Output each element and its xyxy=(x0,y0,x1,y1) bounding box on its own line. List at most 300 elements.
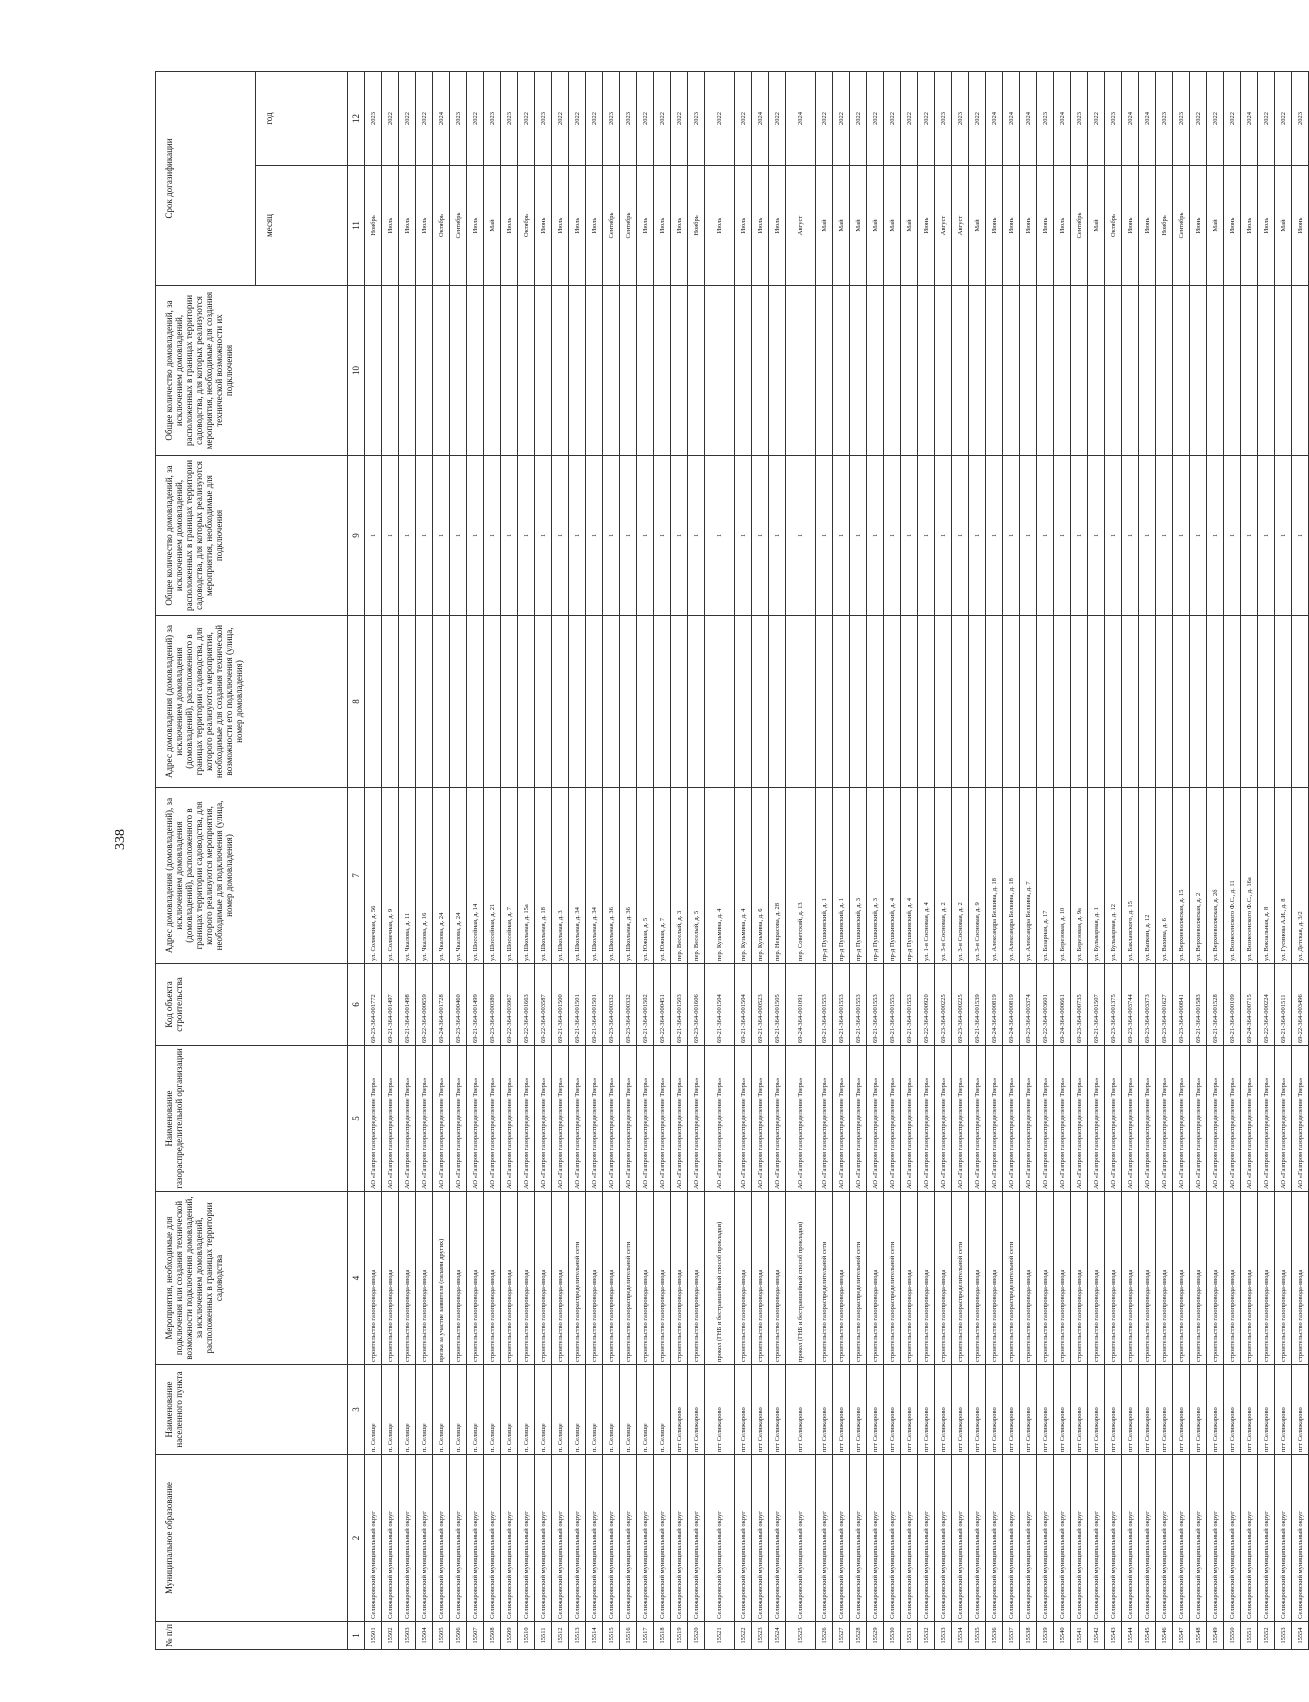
cell-deadline-month: Июль xyxy=(416,166,433,286)
cell-count-technical xyxy=(918,286,935,456)
cell-settlement: пгт Селижарово xyxy=(918,1365,935,1455)
cell-count-connection: 1 xyxy=(637,456,654,616)
cell-settlement: п. Селище xyxy=(535,1365,552,1455)
cell-address-technical xyxy=(969,616,986,788)
cell-address-connection: ул. Школьная, д. 34 xyxy=(569,788,586,964)
cell-address-technical xyxy=(1258,616,1275,788)
cell-address-connection: ул. Шоссейная, д. 14 xyxy=(467,788,484,964)
header-organization: Наименование газораспределительной организации xyxy=(156,1046,348,1192)
cell-object-code: 69-22-364-000451 xyxy=(654,964,671,1046)
cell-count-technical xyxy=(952,286,969,456)
cell-deadline-month: Июнь xyxy=(535,166,552,286)
cell-municipality: Селижаровский муниципальный округ xyxy=(969,1455,986,1622)
col-number: 10 xyxy=(348,286,365,456)
cell-address-connection: ул. Чкалова, д. 24 xyxy=(450,788,467,964)
cell-organization: АО «Газпром газораспределение Тверь» xyxy=(1003,1046,1020,1192)
cell-object-code: 69-22-364-000659 xyxy=(416,964,433,1046)
cell-count-technical xyxy=(603,286,620,456)
cell-object-code: 69-21-364-001553 xyxy=(833,964,850,1046)
cell-object-code: 69-24-364-000819 xyxy=(1003,964,1020,1046)
cell-count-connection: 1 xyxy=(935,456,952,616)
cell-address-connection: ул. Вознесенского Ф.С., д. 11 xyxy=(1224,788,1241,964)
cell-municipality: Селижаровский муниципальный округ xyxy=(816,1455,833,1622)
cell-count-technical xyxy=(1275,286,1292,456)
cell-object-code: 69-21-364-001539 xyxy=(969,964,986,1046)
cell-municipality: Селижаровский муниципальный округ xyxy=(654,1455,671,1622)
cell-row-number: 15510 xyxy=(518,1622,535,1650)
cell-object-code: 69-22-364-000920 xyxy=(918,964,935,1046)
cell-deadline-year: 2022 xyxy=(1224,72,1241,166)
cell-count-technical xyxy=(433,286,450,456)
cell-count-connection: 1 xyxy=(1258,456,1275,616)
cell-deadline-month: Май xyxy=(1275,166,1292,286)
cell-measure: строительство газопровода-ввода xyxy=(1156,1192,1173,1365)
cell-organization: АО «Газпром газораспределение Тверь» xyxy=(816,1046,833,1192)
cell-count-technical xyxy=(569,286,586,456)
cell-measure: строительство газопровода-ввода xyxy=(1037,1192,1054,1365)
cell-municipality: Селижаровский муниципальный округ xyxy=(365,1455,382,1622)
cell-municipality: Селижаровский муниципальный округ xyxy=(833,1455,850,1622)
cell-organization: АО «Газпром газораспределение Тверь» xyxy=(586,1046,603,1192)
cell-object-code: 69-21-364-001501 xyxy=(569,964,586,1046)
cell-settlement: пгт Селижарово xyxy=(1122,1365,1139,1455)
cell-address-technical xyxy=(450,616,467,788)
cell-settlement: п. Селище xyxy=(552,1365,569,1455)
header-address-connection: Адрес домовладения (домовладений), за исключением домовладения (домовладений), расположенного в границах территории садоводства, для которого реализуются мероприятия, необходимые для подключения (улица, номер домовладения) xyxy=(156,788,348,964)
cell-row-number: 15537 xyxy=(1003,1622,1020,1650)
cell-count-connection: 1 xyxy=(399,456,416,616)
cell-address-technical xyxy=(535,616,552,788)
cell-deadline-year: 2023 xyxy=(365,72,382,166)
cell-row-number: 15518 xyxy=(654,1622,671,1650)
cell-row-number: 15523 xyxy=(752,1622,769,1650)
cell-organization: АО «Газпром газораспределение Тверь» xyxy=(671,1046,688,1192)
cell-count-connection: 1 xyxy=(735,456,752,616)
cell-object-code: 69-21-364-001507 xyxy=(1088,964,1105,1046)
cell-deadline-month: Июль xyxy=(769,166,786,286)
cell-measure: строительство газопровода-ввода xyxy=(1020,1192,1037,1365)
cell-organization: АО «Газпром газораспределение Тверь» xyxy=(1258,1046,1275,1192)
cell-deadline-month: Июль xyxy=(1054,166,1071,286)
cell-count-connection: 1 xyxy=(833,456,850,616)
cell-object-code: 69-23-364-003744 xyxy=(1122,964,1139,1046)
table-row xyxy=(735,72,752,1650)
cell-measure: строительство газопровода-ввода xyxy=(484,1192,501,1365)
cell-row-number: 15512 xyxy=(552,1622,569,1650)
cell-count-connection: 1 xyxy=(918,456,935,616)
cell-measure: строительство газопровода-ввода xyxy=(752,1192,769,1365)
cell-address-technical xyxy=(1122,616,1139,788)
cell-deadline-year: 2022 xyxy=(918,72,935,166)
cell-organization: АО «Газпром газораспределение Тверь» xyxy=(1054,1046,1071,1192)
cell-municipality: Селижаровский муниципальный округ xyxy=(1037,1455,1054,1622)
cell-address-technical xyxy=(816,616,833,788)
cell-deadline-year: 2022 xyxy=(705,72,735,166)
cell-address-technical xyxy=(1173,616,1190,788)
cell-count-technical xyxy=(986,286,1003,456)
cell-deadline-year: 2022 xyxy=(901,72,918,166)
cell-municipality: Селижаровский муниципальный округ xyxy=(671,1455,688,1622)
cell-count-connection: 1 xyxy=(769,456,786,616)
cell-address-connection: ул. Александра Белкина, д. 18 xyxy=(1003,788,1020,964)
table-row xyxy=(850,72,867,1650)
col-number: 8 xyxy=(348,616,365,788)
cell-organization: АО «Газпром газораспределение Тверь» xyxy=(637,1046,654,1192)
cell-organization: АО «Газпром газораспределение Тверь» xyxy=(518,1046,535,1192)
cell-municipality: Селижаровский муниципальный округ xyxy=(1054,1455,1071,1622)
table-row xyxy=(1156,72,1173,1650)
cell-row-number: 15502 xyxy=(382,1622,399,1650)
table-row xyxy=(688,72,705,1650)
cell-count-technical xyxy=(850,286,867,456)
cell-deadline-year: 2023 xyxy=(688,72,705,166)
cell-municipality: Селижаровский муниципальный округ xyxy=(1173,1455,1190,1622)
cell-count-technical xyxy=(1156,286,1173,456)
cell-deadline-month: Май xyxy=(969,166,986,286)
cell-address-connection: ул. Вахина, д. 6 xyxy=(1156,788,1173,964)
cell-deadline-month: Июнь xyxy=(1122,166,1139,286)
table-row xyxy=(433,72,450,1650)
cell-settlement: п. Селище xyxy=(365,1365,382,1455)
cell-deadline-year: 2024 xyxy=(986,72,1003,166)
cell-count-connection: 1 xyxy=(654,456,671,616)
cell-settlement: пгт Селижарово xyxy=(1037,1365,1054,1455)
cell-measure: строительство газопровода-ввода xyxy=(986,1192,1003,1365)
cell-settlement: пгт Селижарово xyxy=(1224,1365,1241,1455)
cell-count-connection: 1 xyxy=(867,456,884,616)
cell-address-technical xyxy=(1207,616,1224,788)
cell-deadline-month: Июль xyxy=(671,166,688,286)
cell-row-number: 15550 xyxy=(1224,1622,1241,1650)
cell-row-number: 15511 xyxy=(535,1622,552,1650)
cell-municipality: Селижаровский муниципальный округ xyxy=(433,1455,450,1622)
cell-deadline-month: Октябрь xyxy=(518,166,535,286)
cell-address-connection: пр-д Пушкинский, д. 3 xyxy=(850,788,867,964)
cell-object-code: 69-21-364-000523 xyxy=(752,964,769,1046)
cell-address-technical xyxy=(416,616,433,788)
cell-count-technical xyxy=(735,286,752,456)
cell-municipality: Селижаровский муниципальный округ xyxy=(935,1455,952,1622)
cell-object-code: 69-23-364-000332 xyxy=(603,964,620,1046)
cell-row-number: 15538 xyxy=(1020,1622,1037,1650)
cell-row-number: 15530 xyxy=(884,1622,901,1650)
table-row xyxy=(969,72,986,1650)
cell-settlement: пгт Селижарово xyxy=(1054,1365,1071,1455)
cell-address-technical xyxy=(484,616,501,788)
cell-measure: строительство газопровода-ввода xyxy=(769,1192,786,1365)
cell-measure: строительство газораспределительной сети xyxy=(1003,1192,1020,1365)
cell-object-code: 69-23-364-001606 xyxy=(688,964,705,1046)
cell-measure: строительство газопровода-ввода xyxy=(637,1192,654,1365)
cell-object-code: 69-21-364-001528 xyxy=(1207,964,1224,1046)
cell-address-connection: пер. Кузьмина, д. 6 xyxy=(752,788,769,964)
cell-address-connection: ул. Верхневолжская, д. 2 xyxy=(1190,788,1207,964)
cell-deadline-year: 2023 xyxy=(1071,72,1088,166)
cell-organization: АО «Газпром газораспределение Тверь» xyxy=(399,1046,416,1192)
cell-object-code: 69-22-364-001663 xyxy=(518,964,535,1046)
header-year: год xyxy=(256,72,348,166)
cell-count-connection: 1 xyxy=(850,456,867,616)
cell-count-technical xyxy=(1105,286,1122,456)
cell-object-code: 69-24-364-001091 xyxy=(786,964,816,1046)
cell-deadline-month: Май xyxy=(867,166,884,286)
cell-object-code: 69-24-364-001728 xyxy=(433,964,450,1046)
cell-measure: строительство газопровода-ввода xyxy=(867,1192,884,1365)
cell-deadline-month: Август xyxy=(786,166,816,286)
cell-municipality: Селижаровский муниципальный округ xyxy=(1190,1455,1207,1622)
cell-row-number: 15517 xyxy=(637,1622,654,1650)
cell-municipality: Селижаровский муниципальный округ xyxy=(786,1455,816,1622)
table-row xyxy=(365,72,382,1650)
cell-measure: строительство газопровода-ввода xyxy=(1071,1192,1088,1365)
cell-settlement: пгт Селижарово xyxy=(671,1365,688,1455)
cell-address-technical xyxy=(884,616,901,788)
table-row xyxy=(1139,72,1156,1650)
cell-object-code: 69-21-364-001553 xyxy=(816,964,833,1046)
cell-deadline-month: Июнь xyxy=(986,166,1003,286)
cell-deadline-year: 2023 xyxy=(484,72,501,166)
cell-deadline-year: 2022 xyxy=(850,72,867,166)
cell-row-number: 15527 xyxy=(833,1622,850,1650)
cell-measure: строительство газораспределительной сети xyxy=(850,1192,867,1365)
cell-count-technical xyxy=(399,286,416,456)
column-number-row xyxy=(348,72,365,1650)
cell-measure: строительство газопровода-ввода xyxy=(1292,1192,1309,1365)
cell-settlement: пгт Селижарово xyxy=(1190,1365,1207,1455)
cell-row-number: 15515 xyxy=(603,1622,620,1650)
cell-deadline-month: Июль xyxy=(637,166,654,286)
col-number: 4 xyxy=(348,1192,365,1365)
cell-address-connection: ул. Чкалова, д. 16 xyxy=(416,788,433,964)
table-row xyxy=(1275,72,1292,1650)
cell-count-technical xyxy=(484,286,501,456)
cell-organization: АО «Газпром газораспределение Тверь» xyxy=(569,1046,586,1192)
cell-address-connection: ул. Вознесенского Ф.С., д. 16а xyxy=(1241,788,1258,964)
cell-address-connection: ул. 3-я Сосновая, д. 9 xyxy=(969,788,986,964)
cell-measure: строительство газопровода-ввода xyxy=(1054,1192,1071,1365)
table-row xyxy=(671,72,688,1650)
cell-address-technical xyxy=(637,616,654,788)
table-row xyxy=(1173,72,1190,1650)
cell-row-number: 15529 xyxy=(867,1622,884,1650)
cell-deadline-year: 2022 xyxy=(1275,72,1292,166)
table-row xyxy=(769,72,786,1650)
cell-municipality: Селижаровский муниципальный округ xyxy=(501,1455,518,1622)
header-count-connection: Общее количество домовладений, за исключением домовладений, расположенных в границах территории садоводства, для которых реализуются мероприятия, необходимые для подключения xyxy=(156,456,348,616)
cell-organization: АО «Газпром газораспределение Тверь» xyxy=(1037,1046,1054,1192)
cell-address-technical xyxy=(1105,616,1122,788)
cell-measure: строительство газопровода-ввода xyxy=(450,1192,467,1365)
cell-organization: АО «Газпром газораспределение Тверь» xyxy=(552,1046,569,1192)
cell-row-number: 15545 xyxy=(1139,1622,1156,1650)
cell-organization: АО «Газпром газораспределение Тверь» xyxy=(735,1046,752,1192)
cell-settlement: пгт Селижарово xyxy=(786,1365,816,1455)
cell-count-connection: 1 xyxy=(603,456,620,616)
header-count-technical: Общее количество домовладений, за исключением домовладений, расположенных в границах территории садоводства, для которых реализуются мероприятия, необходимые для создания технической возможности их подключения xyxy=(156,286,348,456)
cell-address-connection: пр-д Пушкинский, д. 1 xyxy=(833,788,850,964)
cell-deadline-year: 2024 xyxy=(1020,72,1037,166)
cell-row-number: 15541 xyxy=(1071,1622,1088,1650)
table-row xyxy=(833,72,850,1650)
cell-settlement: пгт Селижарово xyxy=(1156,1365,1173,1455)
cell-address-technical xyxy=(1156,616,1173,788)
cell-municipality: Селижаровский муниципальный округ xyxy=(918,1455,935,1622)
cell-deadline-year: 2022 xyxy=(969,72,986,166)
cell-deadline-year: 2022 xyxy=(884,72,901,166)
cell-address-technical xyxy=(833,616,850,788)
cell-object-code: 69-21-364-001553 xyxy=(850,964,867,1046)
cell-settlement: п. Селище xyxy=(603,1365,620,1455)
cell-address-connection: пер. Веселый, д. 3 xyxy=(671,788,688,964)
cell-measure: строительство газопровода-ввода xyxy=(365,1192,382,1365)
cell-measure: строительство газопровода-ввода xyxy=(1224,1192,1241,1365)
cell-organization: АО «Газпром газораспределение Тверь» xyxy=(1241,1046,1258,1192)
cell-object-code: 69-23-364-000735 xyxy=(1071,964,1088,1046)
cell-count-technical xyxy=(816,286,833,456)
cell-address-connection: ул. Базарная, д. 17 xyxy=(1037,788,1054,964)
cell-row-number: 15508 xyxy=(484,1622,501,1650)
cell-object-code: 69-23-364-000225 xyxy=(935,964,952,1046)
cell-count-connection: 1 xyxy=(535,456,552,616)
cell-address-technical xyxy=(952,616,969,788)
cell-settlement: пгт Селижарово xyxy=(986,1365,1003,1455)
cell-count-connection: 1 xyxy=(450,456,467,616)
cell-object-code: 69-21-364-001505 xyxy=(769,964,786,1046)
cell-organization: АО «Газпром газораспределение Тверь» xyxy=(901,1046,918,1192)
cell-address-connection: ул. Школьная, д. 18 xyxy=(535,788,552,964)
cell-address-technical xyxy=(986,616,1003,788)
cell-settlement: пгт Селижарово xyxy=(969,1365,986,1455)
cell-deadline-year: 2023 xyxy=(1037,72,1054,166)
cell-deadline-month: Июль xyxy=(399,166,416,286)
cell-settlement: п. Селище xyxy=(467,1365,484,1455)
cell-organization: АО «Газпром газораспределение Тверь» xyxy=(535,1046,552,1192)
cell-settlement: пгт Селижарово xyxy=(901,1365,918,1455)
cell-count-connection: 1 xyxy=(1190,456,1207,616)
cell-deadline-month: Июнь xyxy=(1190,166,1207,286)
cell-object-code: 69-21-364-001553 xyxy=(901,964,918,1046)
cell-deadline-year: 2024 xyxy=(1139,72,1156,166)
cell-count-connection: 1 xyxy=(1020,456,1037,616)
cell-object-code: 69-22-364-003496 xyxy=(1292,964,1309,1046)
cell-address-technical xyxy=(501,616,518,788)
cell-count-technical xyxy=(969,286,986,456)
cell-deadline-year: 2024 xyxy=(1054,72,1071,166)
table-row xyxy=(484,72,501,1650)
cell-row-number: 15539 xyxy=(1037,1622,1054,1650)
cell-count-connection: 1 xyxy=(467,456,484,616)
cell-measure: прокол (ГНБ и бестраншейный способ прокладки) xyxy=(786,1192,816,1365)
cell-deadline-month: Май xyxy=(901,166,918,286)
cell-object-code: 69-21-364-001511 xyxy=(1275,964,1292,1046)
cell-address-connection: ул. Шоссейная, д. 21 xyxy=(484,788,501,964)
cell-object-code: 69-23-364-000225 xyxy=(952,964,969,1046)
cell-row-number: 15524 xyxy=(769,1622,786,1650)
cell-municipality: Селижаровский муниципальный округ xyxy=(484,1455,501,1622)
cell-measure: строительство газопровода-ввода xyxy=(382,1192,399,1365)
cell-organization: АО «Газпром газораспределение Тверь» xyxy=(918,1046,935,1192)
cell-measure: строительство газопровода-ввода xyxy=(399,1192,416,1365)
cell-count-technical xyxy=(586,286,603,456)
cell-organization: АО «Газпром газораспределение Тверь» xyxy=(501,1046,518,1192)
cell-row-number: 15536 xyxy=(986,1622,1003,1650)
cell-count-connection: 1 xyxy=(1173,456,1190,616)
cell-address-connection: пр-д Пушкинский, д. 4 xyxy=(901,788,918,964)
cell-count-technical xyxy=(769,286,786,456)
table-row xyxy=(1105,72,1122,1650)
cell-deadline-year: 2022 xyxy=(1207,72,1224,166)
cell-object-code: 69-21-364-001504 xyxy=(705,964,735,1046)
cell-deadline-year: 2024 xyxy=(1122,72,1139,166)
cell-count-connection: 1 xyxy=(986,456,1003,616)
cell-count-technical xyxy=(450,286,467,456)
cell-settlement: п. Селище xyxy=(569,1365,586,1455)
cell-organization: АО «Газпром газораспределение Тверь» xyxy=(850,1046,867,1192)
cell-settlement: пгт Селижарово xyxy=(688,1365,705,1455)
cell-address-technical xyxy=(688,616,705,788)
cell-settlement: пгт Селижарово xyxy=(833,1365,850,1455)
cell-organization: АО «Газпром газораспределение Тверь» xyxy=(1088,1046,1105,1192)
col-number: 6 xyxy=(348,964,365,1046)
cell-address-technical xyxy=(671,616,688,788)
cell-settlement: п. Селище xyxy=(450,1365,467,1455)
cell-deadline-year: 2023 xyxy=(1105,72,1122,166)
cell-count-connection: 1 xyxy=(1003,456,1020,616)
cell-deadline-year: 2022 xyxy=(654,72,671,166)
cell-settlement: пгт Селижарово xyxy=(850,1365,867,1455)
cell-address-connection: пер. Кузьмина, д. 4 xyxy=(705,788,735,964)
table-row xyxy=(654,72,671,1650)
cell-settlement: пгт Селижарово xyxy=(769,1365,786,1455)
col-number: 7 xyxy=(348,788,365,964)
cell-row-number: 15542 xyxy=(1088,1622,1105,1650)
cell-address-connection: ул. Чкалова, д. 24 xyxy=(433,788,450,964)
cell-municipality: Селижаровский муниципальный округ xyxy=(1122,1455,1139,1622)
cell-settlement: п. Селище xyxy=(518,1365,535,1455)
header-num: № п/п xyxy=(156,1622,348,1650)
cell-measure: строительство газораспределительной сети xyxy=(884,1192,901,1365)
cell-deadline-month: Июль xyxy=(752,166,769,286)
cell-count-connection: 1 xyxy=(1037,456,1054,616)
cell-row-number: 15516 xyxy=(620,1622,637,1650)
cell-count-technical xyxy=(416,286,433,456)
cell-organization: АО «Газпром газораспределение Тверь» xyxy=(986,1046,1003,1192)
cell-address-technical xyxy=(1241,616,1258,788)
cell-count-technical xyxy=(467,286,484,456)
header-deadline: Срок догазификации xyxy=(156,72,256,286)
cell-settlement: п. Селище xyxy=(399,1365,416,1455)
cell-settlement: п. Селище xyxy=(586,1365,603,1455)
cell-settlement: пгт Селижарово xyxy=(884,1365,901,1455)
cell-address-technical xyxy=(1190,616,1207,788)
cell-address-connection: ул. Гусинова А.И., д. 8 xyxy=(1275,788,1292,964)
cell-organization: АО «Газпром газораспределение Тверь» xyxy=(1190,1046,1207,1192)
cell-object-code: 69-21-364-001501 xyxy=(586,964,603,1046)
cell-measure: строительство газопровода-ввода xyxy=(1105,1192,1122,1365)
cell-count-technical xyxy=(1292,286,1309,456)
cell-deadline-month: Май xyxy=(884,166,901,286)
cell-deadline-year: 2023 xyxy=(501,72,518,166)
cell-address-technical xyxy=(603,616,620,788)
cell-count-technical xyxy=(752,286,769,456)
cell-address-connection: пер. Некрасова, д. 28 xyxy=(769,788,786,964)
cell-row-number: 15535 xyxy=(969,1622,986,1650)
cell-count-technical xyxy=(1003,286,1020,456)
cell-address-technical xyxy=(1088,616,1105,788)
cell-address-technical xyxy=(654,616,671,788)
cell-count-connection: 1 xyxy=(752,456,769,616)
table-row xyxy=(399,72,416,1650)
